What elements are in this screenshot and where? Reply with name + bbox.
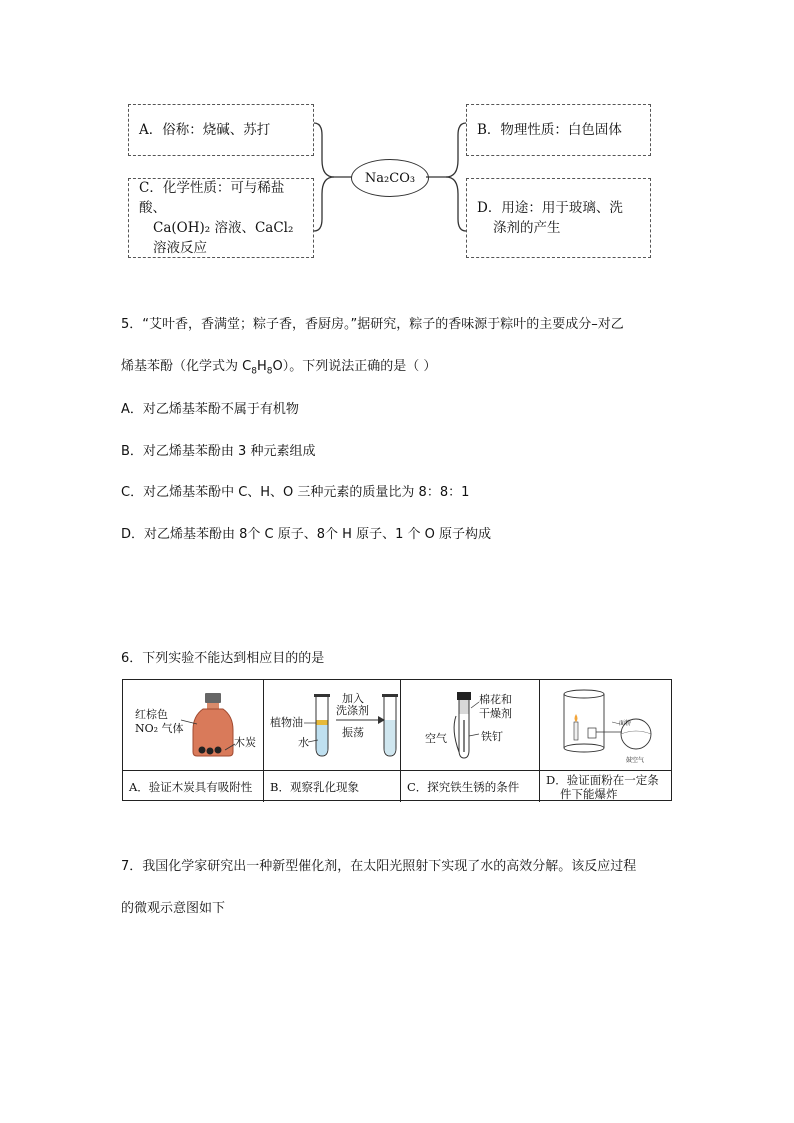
concept-box-c (128, 178, 314, 258)
experiment-cell-b (264, 680, 401, 802)
experiment-cell-d (540, 680, 671, 802)
caption-c: C．探究铁生锈的条件 (401, 770, 539, 802)
q5-option-d: D．对乙烯基苯酚由 8个 C 原子、8个 H 原子、1 个 O 原子构成 (121, 527, 491, 542)
label-iron-nail: 铁钉 (481, 730, 503, 743)
label-cotton: 棉花和 (479, 693, 512, 706)
label-no2-gas: NO₂ 气体 (135, 722, 184, 735)
q5-option-a: A．对乙烯基苯酚不属于有机物 (121, 402, 299, 417)
experiment-table (122, 679, 672, 801)
q5-formula-h: H (256, 359, 267, 374)
experiment-cell-c (401, 680, 540, 802)
concept-map (126, 100, 651, 260)
caption-d (540, 770, 671, 802)
label-vegetable-oil: 植物油 (270, 716, 303, 729)
q7-stem-line2: 的微观示意图如下 (121, 901, 226, 916)
label-add: 加入 (342, 692, 364, 705)
label-red-brown: 红棕色 (135, 708, 168, 721)
concept-box-b (466, 104, 651, 156)
caption-d-line2: 件下能爆炸 (560, 786, 618, 801)
concept-box-a-text: A．俗称：烧碱、苏打 (139, 122, 271, 138)
flour-explosion-illustration (540, 680, 671, 770)
label-desiccant: 干燥剂 (479, 707, 512, 720)
q7-stem-line1: 7．我国化学家研究出一种新型催化剂，在太阳光照射下实现了水的高效分解。该反应过程 (121, 859, 637, 874)
caption-d-line1: D．验证面粉在一定条 (546, 772, 659, 787)
concept-box-d-line1: D．用途：用于玻璃、洗 (477, 200, 623, 216)
na2co3-center-node (351, 159, 429, 197)
q5-formula-c-count: 8 (251, 366, 257, 377)
concept-box-a (128, 104, 314, 156)
concept-box-b-text: B．物理性质：白色固体 (477, 122, 622, 138)
q5-line2-pre: 烯基苯酚（化学式为 C (121, 359, 252, 374)
label-charcoal: 木炭 (234, 736, 256, 749)
q5-line2-post: O）。下列说法正确的是（ ） (272, 359, 437, 374)
q6-stem: 6．下列实验不能达到相应目的的是 (121, 651, 325, 666)
experiment-cell-a (123, 680, 264, 802)
concept-box-c-line2: Ca(OH)₂ 溶液、CaCl₂ (153, 220, 294, 236)
caption-b: B．观察乳化现象 (264, 770, 400, 802)
label-detergent: 洗涤剂 (336, 704, 369, 717)
q5-stem-line2 (121, 358, 436, 381)
q5-stem-line1: 5．“艾叶香，香满堂；粽子香，香厨房。”据研究，粽子的香味源于粽叶的主要成分–对乙 (121, 317, 624, 332)
label-shake: 振荡 (342, 726, 364, 739)
center-node-label: Na₂CO₃ (364, 170, 416, 186)
caption-a: A．验证木炭具有吸附性 (123, 770, 263, 802)
concept-box-d (466, 178, 651, 258)
concept-box-c-line3: 溶液反应 (153, 240, 207, 256)
iron-rust-tube-illustration (401, 680, 540, 770)
concept-box-d-line2: 涤剂的产生 (493, 220, 561, 236)
q5-option-b: B．对乙烯基苯酚由 3 种元素组成 (121, 444, 316, 459)
label-blow-air: 鼓空气 (626, 757, 645, 764)
concept-box-c-line1: C．化学性质：可与稀盐酸、 (139, 180, 285, 216)
q5-option-c: C．对乙烯基苯酚中 C、H、O 三种元素的质量比为 8：8：1 (121, 485, 470, 500)
label-air: 空气 (425, 732, 447, 745)
label-flour: 面粉 (619, 720, 632, 727)
label-water: 水 (298, 736, 309, 749)
q5-formula-h-count: 8 (266, 366, 273, 377)
